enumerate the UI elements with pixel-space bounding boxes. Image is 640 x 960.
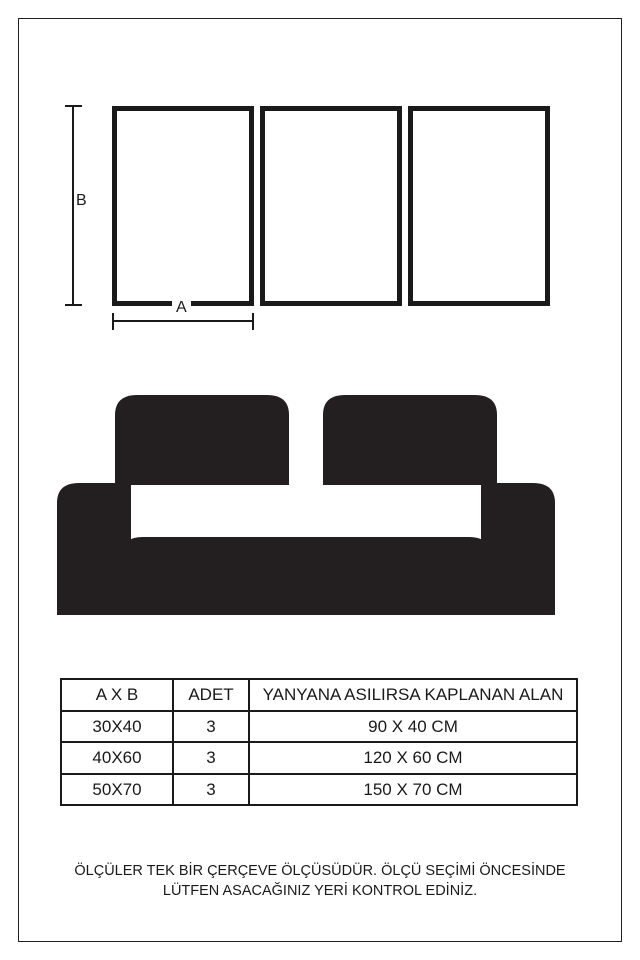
cell-size: 40X60 [61,742,173,774]
cell-size: 50X70 [61,774,173,806]
height-dimension-line [72,106,74,306]
note-line-1: ÖLÇÜLER TEK BİR ÇERÇEVE ÖLÇÜSÜDÜR. ÖLÇÜ SEÇİMİ ÖNCESİNDE [74,863,566,879]
sofa-icon [45,385,575,635]
measurement-note [48,862,592,901]
width-tick-left [112,313,114,330]
table-header-area: YANYANA ASILIRSA KAPLANAN ALAN [249,679,577,711]
cell-qty: 3 [173,711,249,743]
table-header-qty: ADET [173,679,249,711]
cell-area: 120 X 60 CM [249,742,577,774]
table-row [61,742,577,774]
table-row [61,711,577,743]
picture-frame-3 [408,106,550,306]
height-tick-top [65,105,82,107]
picture-frame-2 [260,106,402,306]
width-dimension-line [112,320,254,322]
cell-size: 30X40 [61,711,173,743]
cell-qty: 3 [173,774,249,806]
width-tick-right [252,313,254,330]
frames-diagram [60,95,570,340]
picture-frame-1 [112,106,254,306]
table-header-row [61,679,577,711]
cell-qty: 3 [173,742,249,774]
size-table [60,678,578,806]
height-dimension-label: B [76,192,87,209]
height-tick-bottom [65,304,82,306]
table-row [61,774,577,806]
cell-area: 90 X 40 CM [249,711,577,743]
note-line-2: LÜTFEN ASACAĞINIZ YERİ KONTROL EDİNİZ. [162,882,478,899]
width-dimension-label: A [172,300,191,316]
table-header-size: A X B [61,679,173,711]
cell-area: 150 X 70 CM [363,779,463,799]
